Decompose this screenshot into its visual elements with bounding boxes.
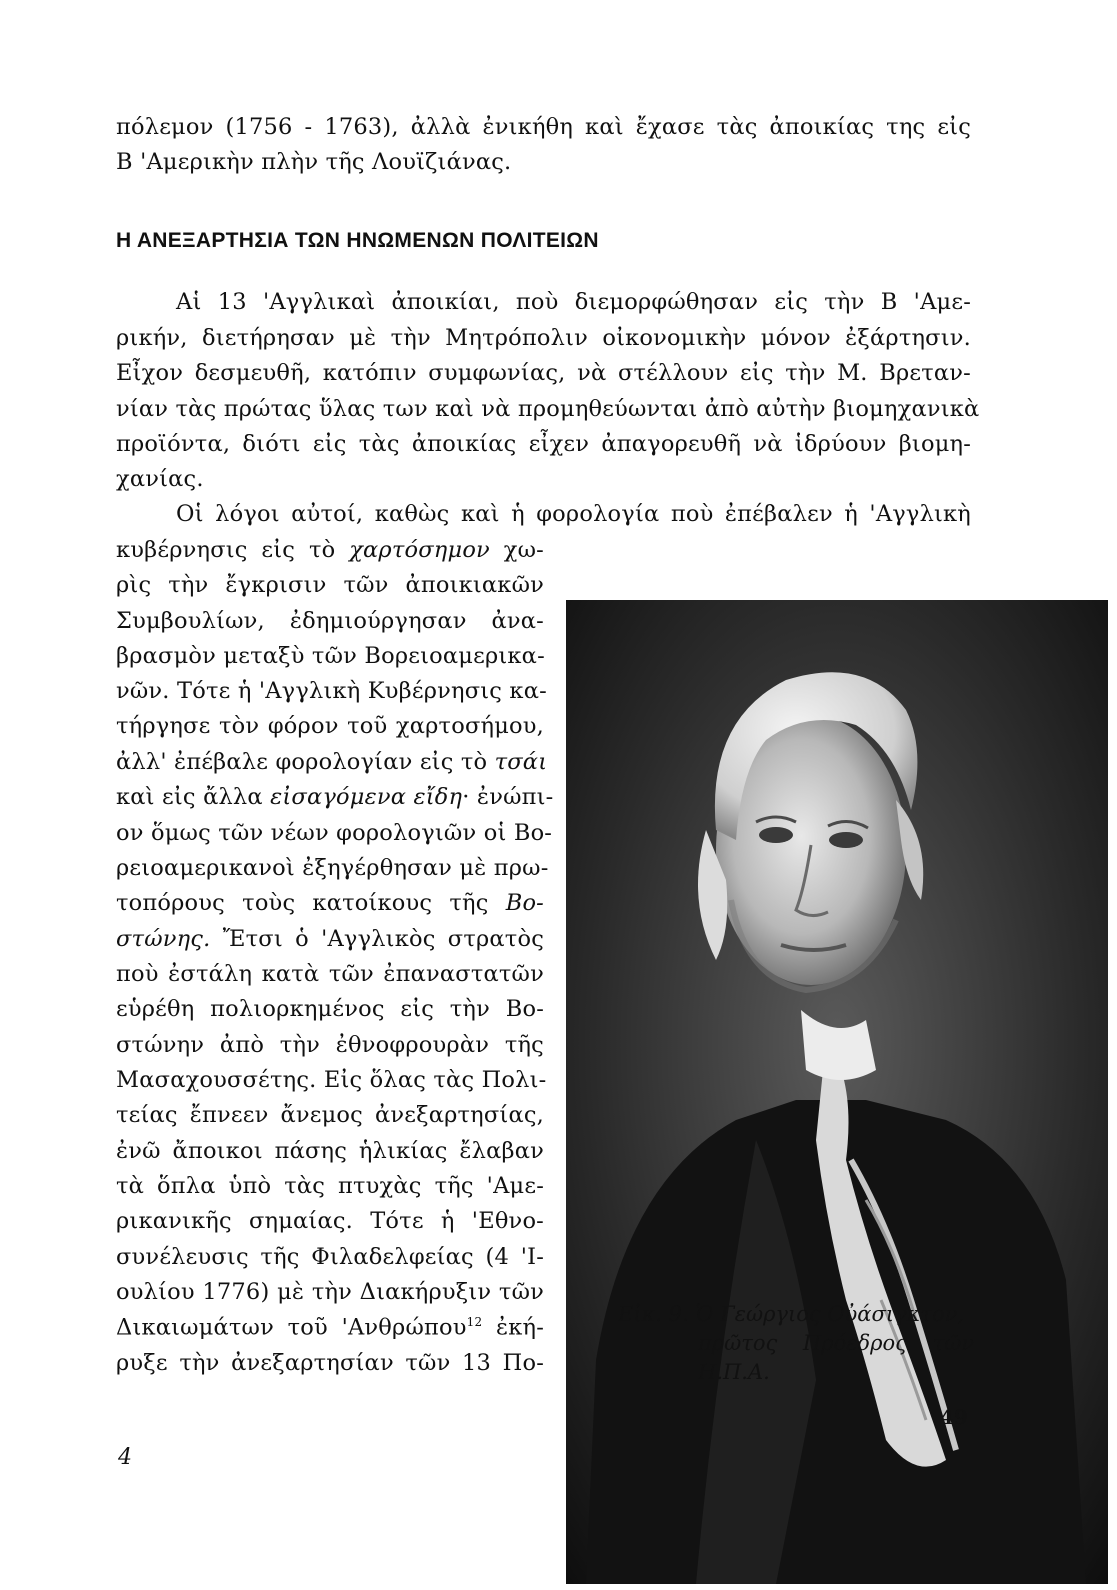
footnote-ref: 12	[466, 1315, 483, 1329]
p2-line-13	[116, 928, 544, 951]
figure-caption-1: Εἰκ. 9. Ὁ Γεώργιος Οὐάσιγκτον,	[618, 1302, 965, 1326]
p2-line-9	[116, 784, 554, 810]
p2-line-4: Συμβουλίων, ἐδημιούργησαν ἀνα-	[116, 608, 544, 634]
signature-number: 4	[118, 1445, 132, 1470]
page-number: 49	[940, 1405, 968, 1429]
p2-line-11: ρειοαμερικανοὶ ἐξηγέρθησαν μὲ πρω-	[116, 855, 549, 881]
term-eisagomena-eidi: εἰσαγόμενα εἴδη	[270, 784, 463, 810]
p2-line-24-end: ἐκή-	[482, 1314, 544, 1341]
p2-line-17: Μασαχουσσέτης. Εἰς ὅλας τὰς Πολι-	[116, 1067, 547, 1093]
p2-line-20: τὰ ὅπλα ὑπὸ τὰς πτυχὰς τῆς 'Αμε-	[116, 1173, 544, 1199]
p2-line-12-text: τοπόρους τοὺς κατοίκους τῆς	[116, 890, 506, 916]
section-heading: Η ΑΝΕΞΑΡΤΗΣΙΑ ΤΩΝ ΗΝΩΜΕΝΩΝ ΠΟΛΙΤΕΙΩΝ	[116, 229, 599, 252]
p2-line-2	[116, 539, 544, 562]
term-boston-1: Βο-	[505, 890, 544, 916]
p2-line-13-text: Ἔτσι ὁ 'Αγγλικὸς στρατὸς	[210, 926, 544, 952]
p2-line-2-end: χω-	[489, 537, 544, 563]
p2-line-5: βρασμὸν μεταξὺ τῶν Βορειοαμερικα-	[116, 643, 545, 669]
p2-line-15: εὑρέθη πολιορκημένος εἰς τὴν Βο-	[116, 996, 544, 1022]
p2-line-8	[116, 749, 548, 775]
intro-line-1: πόλεμον (1756 - 1763), ἀλλὰ ἐνικήθη καὶ ἔχασε τὰς ἀποικίας της εἰς	[116, 114, 971, 140]
term-boston-2: στώνης.	[116, 926, 211, 952]
p2-line-8-text: ἀλλ' ἐπέβαλε φορολογίαν εἰς τὸ	[116, 749, 495, 775]
p2-line-23: ουλίου 1776) μὲ τὴν Διακήρυξιν τῶν	[116, 1279, 544, 1305]
figure-caption-2: πρῶτος Πρόεδρος τῶν	[698, 1331, 974, 1355]
p2-line-9-end: · ἐνώπι-	[462, 784, 554, 810]
p2-line-24-text: Δικαιωμάτων τοῦ 'Ανθρώπου	[116, 1314, 467, 1341]
p2-line-18: τείας ἔπνεεν ἄνεμος ἀνεξαρτησίας,	[116, 1102, 544, 1128]
p2-line-25: ρυξε τὴν ἀνεξαρτησίαν τῶν 13 Πο-	[116, 1350, 544, 1376]
p2-line-3: ρὶς τὴν ἔγκρισιν τῶν ἀποικιακῶν	[116, 572, 544, 598]
p2-line-16: στώνην ἀπὸ τὴν ἐθνοφρουρὰν τῆς	[116, 1032, 544, 1058]
p2-line-2-text: κυβέρνησις εἰς τὸ	[116, 537, 350, 563]
p2-line-22: συνέλευσις τῆς Φιλαδελφείας (4 'Ι-	[116, 1244, 544, 1270]
p1-line-6: χανίας.	[116, 466, 204, 492]
p2-line-6: νῶν. Τότε ἡ 'Αγγλικὴ Κυβέρνησις κα-	[116, 678, 547, 704]
p2-line-19: ἐνῶ ἄποικοι πάσης ἡλικίας ἔλαβαν	[116, 1138, 544, 1164]
intro-line-2: Β 'Αμερικὴν πλὴν τῆς Λουϊζιάνας.	[116, 149, 512, 175]
p2-line-10: ον ὅμως τῶν νέων φορολογιῶν οἱ Βο-	[116, 820, 553, 846]
p2-line-24	[116, 1316, 544, 1339]
p2-line-12	[116, 892, 544, 915]
washington-oil-portrait	[566, 600, 1108, 1584]
p1-line-1: Αἱ 13 'Αγγλικαὶ ἀποικίαι, ποὺ διεμορφώθησαν εἰς τὴν Β 'Αμε-	[176, 289, 971, 315]
p2-line-21: ρικανικῆς σημαίας. Τότε ἡ 'Εθνο-	[116, 1208, 544, 1234]
term-chartosimon: χαρτόσημον	[349, 537, 490, 563]
p2-line-7: τήργησε τὸν φόρον τοῦ χαρτοσήμου,	[116, 713, 544, 739]
p1-line-3: Εἶχον δεσμευθῆ, κατόπιν συμφωνίας, νὰ στέλλουν εἰς τὴν Μ. Βρεταν-	[116, 360, 971, 386]
p1-line-4: νίαν τὰς πρώτας ὕλας των καὶ νὰ προμηθεύωνται ἀπὸ αὐτὴν βιομηχανικὰ	[116, 396, 980, 422]
p2-line-14: ποὺ ἐστάλη κατὰ τῶν ἐπαναστατῶν	[116, 961, 544, 987]
p2-line-1: Οἱ λόγοι αὐτοί, καθὼς καὶ ἡ φορολογία ποὺ ἐπέβαλεν ἡ 'Αγγλικὴ	[176, 501, 971, 527]
term-tsai: τσάι	[494, 749, 548, 775]
figure-caption-3: Η.Π.Α.	[698, 1360, 770, 1384]
p1-line-5: προϊόντα, διότι εἰς τὰς ἀποικίας εἶχεν ἀπαγορευθῆ νὰ ἱδρύουν βιομη-	[116, 431, 971, 457]
p2-line-9-text: καὶ εἰς ἄλλα	[116, 784, 271, 810]
p1-line-2: ρικήν, διετήρησαν μὲ τὴν Μητρόπολιν οἰκονομικὴν μόνον ἐξάρτησιν.	[116, 325, 971, 351]
